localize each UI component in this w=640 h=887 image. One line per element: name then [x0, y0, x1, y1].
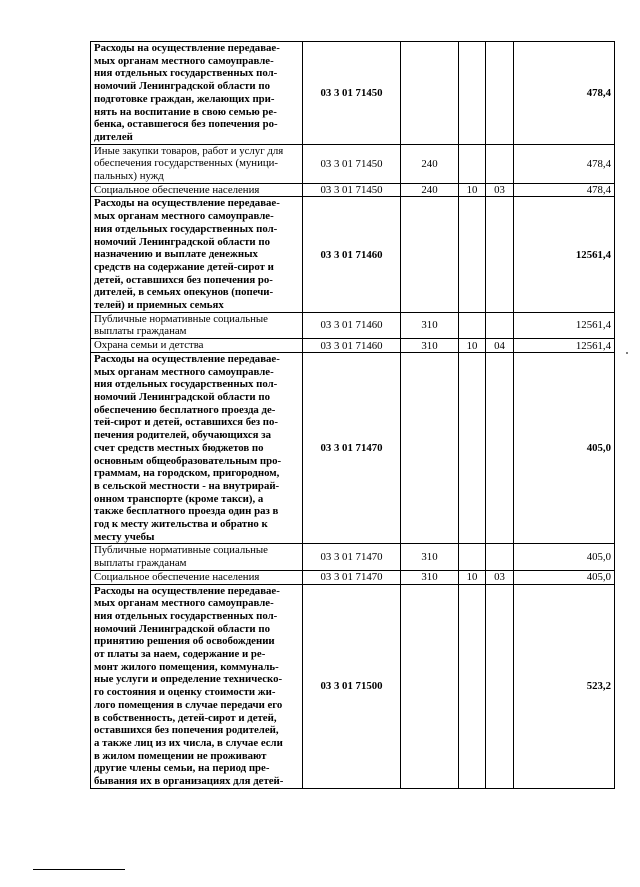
expense-type-cell: 310	[401, 544, 459, 570]
section-cell	[459, 197, 486, 312]
budget-table	[90, 41, 615, 789]
expense-name-cell	[91, 339, 303, 353]
subsection-cell	[486, 197, 514, 312]
expense-name-line: ния отдельных государственных пол-	[94, 609, 278, 622]
target-article-cell: 03 3 01 71470	[303, 544, 401, 570]
expense-type-cell: 310	[401, 339, 459, 353]
section-cell	[459, 144, 486, 183]
amount-cell: 478,4	[514, 183, 615, 197]
expense-name-line: пальных) нужд	[94, 170, 164, 183]
expense-name-line: в сельской местности - на внутрирай-	[94, 479, 280, 492]
expense-name-line: обеспечения государственных (муници-	[94, 157, 279, 170]
table-row	[91, 42, 615, 145]
expense-name-cell	[91, 584, 303, 788]
expense-name-line: Расходы на осуществление передавае-	[94, 42, 280, 54]
expense-name-line: подготовке граждан, желающих при-	[94, 92, 275, 105]
expense-name-line: номочий Ленинградской области по	[94, 390, 270, 403]
section-cell: 10	[459, 570, 486, 584]
expense-name-cell	[91, 144, 303, 183]
expense-name-line: телей) и приемных семьях	[94, 299, 224, 312]
expense-name-line: в собственность, детей-сирот и детей,	[94, 711, 277, 724]
expense-name-line: граммам, на городском, пригородном,	[94, 467, 280, 480]
expense-name-line: номочий Ленинградской области по	[94, 235, 270, 248]
expense-name-cell	[91, 42, 303, 145]
target-article-cell: 03 3 01 71460	[303, 312, 401, 338]
expense-name-line: бывания их в организациях для детей-	[94, 775, 284, 788]
expense-type-cell	[401, 197, 459, 312]
expense-name-line: нять на воспитание в свою семью ре-	[94, 105, 277, 118]
section-cell	[459, 42, 486, 145]
expense-name-line: а также лиц из их числа, в случае если	[94, 736, 283, 749]
target-article-cell: 03 3 01 71450	[303, 144, 401, 183]
table-row	[91, 197, 615, 312]
budget-table-body	[91, 42, 615, 789]
expense-name-line: бенка, оставшегося без попечения ро-	[94, 118, 278, 131]
expense-name-line: номочий Ленинградской области по	[94, 622, 270, 635]
amount-cell: 478,4	[514, 42, 615, 145]
table-row	[91, 144, 615, 183]
expense-name-line: печения родителей, обучающихся за	[94, 429, 271, 442]
expense-name-cell	[91, 197, 303, 312]
table-row	[91, 312, 615, 338]
subsection-cell	[486, 544, 514, 570]
expense-name-line: тей-сирот и детей, оставшихся без по-	[94, 416, 278, 429]
subsection-cell: 03	[486, 570, 514, 584]
table-row	[91, 339, 615, 353]
target-article-cell: 03 3 01 71450	[303, 183, 401, 197]
table-row	[91, 352, 615, 544]
expense-name-line: год к месту жительства и обратно к	[94, 518, 268, 531]
target-article-cell: 03 3 01 71450	[303, 42, 401, 145]
expense-name-line: Расходы на осуществление передавае-	[94, 352, 280, 365]
expense-name-line: выплаты гражданам	[94, 325, 187, 338]
table-row	[91, 544, 615, 570]
expense-name-line: Расходы на осуществление передавае-	[94, 584, 280, 597]
subsection-cell	[486, 312, 514, 338]
expense-name-line: средств на содержание детей-сирот и	[94, 260, 274, 273]
amount-cell: 405,0	[514, 544, 615, 570]
section-cell	[459, 352, 486, 544]
amount-cell: 12561,4	[514, 339, 615, 353]
expense-name-line: ные услуги и определение техническо-	[94, 673, 283, 686]
expense-name-line: Социальное обеспечение населения	[94, 183, 260, 196]
margin-mark	[626, 352, 628, 354]
expense-name-line: дителей	[94, 130, 133, 143]
expense-name-cell	[91, 544, 303, 570]
expense-name-line: номочий Ленинградской области по	[94, 80, 270, 93]
expense-name-line: мых органам местного самоуправле-	[94, 210, 274, 223]
section-cell	[459, 544, 486, 570]
amount-cell: 405,0	[514, 570, 615, 584]
expense-name-cell	[91, 352, 303, 544]
expense-name-line: принятию решения об освобождении	[94, 635, 275, 648]
expense-name-line: выплаты гражданам	[94, 557, 187, 570]
footnote-rule	[33, 869, 125, 870]
expense-name-line: Публичные нормативные социальные	[94, 544, 268, 557]
section-cell	[459, 584, 486, 788]
table-row	[91, 570, 615, 584]
expense-name-line: мых органам местного самоуправле-	[94, 365, 274, 378]
expense-type-cell: 240	[401, 183, 459, 197]
expense-name-line: в жилом помещении не проживают	[94, 749, 267, 762]
subsection-cell: 04	[486, 339, 514, 353]
expense-name-line: назначению и выплате денежных	[94, 248, 258, 261]
section-cell	[459, 312, 486, 338]
expense-name-line: дителей, в семьях опекунов (попечи-	[94, 286, 274, 299]
amount-cell: 12561,4	[514, 197, 615, 312]
amount-cell: 12561,4	[514, 312, 615, 338]
expense-name-line: счет средств местных бюджетов по	[94, 441, 264, 454]
expense-name-cell	[91, 570, 303, 584]
expense-name-line: го состояния и оценку стоимости жи-	[94, 686, 276, 699]
target-article-cell: 03 3 01 71500	[303, 584, 401, 788]
expense-name-cell	[91, 183, 303, 197]
target-article-cell: 03 3 01 71470	[303, 352, 401, 544]
target-article-cell: 03 3 01 71470	[303, 570, 401, 584]
subsection-cell: 03	[486, 183, 514, 197]
subsection-cell	[486, 42, 514, 145]
target-article-cell: 03 3 01 71460	[303, 339, 401, 353]
expense-name-line: лого помещения в случае передачи его	[94, 698, 283, 711]
expense-name-line: Охрана семьи и детства	[94, 339, 204, 352]
expense-type-cell	[401, 584, 459, 788]
expense-name-line: мых органам местного самоуправле-	[94, 597, 274, 610]
expense-name-line: Расходы на осуществление передавае-	[94, 197, 280, 210]
table-row	[91, 183, 615, 197]
expense-name-line: мых органам местного самоуправле-	[94, 54, 274, 67]
expense-type-cell	[401, 352, 459, 544]
subsection-cell	[486, 144, 514, 183]
expense-name-line: месту учебы	[94, 530, 155, 543]
expense-name-line: обеспечению бесплатного проезда де-	[94, 403, 276, 416]
expense-name-line: Иные закупки товаров, работ и услуг для	[94, 144, 284, 157]
amount-cell: 405,0	[514, 352, 615, 544]
expense-name-line: ния отдельных государственных пол-	[94, 67, 278, 80]
expense-name-line: основным общеобразовательным про-	[94, 454, 282, 467]
expense-type-cell: 240	[401, 144, 459, 183]
expense-name-line: онном транспорте (кроме такси), а	[94, 492, 264, 505]
expense-name-line: оставшихся без попечения родителей,	[94, 724, 279, 737]
expense-name-cell	[91, 312, 303, 338]
subsection-cell	[486, 584, 514, 788]
expense-name-line: от платы за наем, содержание и ре-	[94, 648, 266, 661]
section-cell: 10	[459, 183, 486, 197]
expense-name-line: другие члены семьи, на период пре-	[94, 762, 270, 775]
amount-cell: 478,4	[514, 144, 615, 183]
section-cell: 10	[459, 339, 486, 353]
expense-name-line: детей, оставшихся без попечения ро-	[94, 273, 273, 286]
expense-name-line: ния отдельных государственных пол-	[94, 222, 278, 235]
expense-name-line: монт жилого помещения, коммуналь-	[94, 660, 279, 673]
expense-type-cell	[401, 42, 459, 145]
amount-cell: 523,2	[514, 584, 615, 788]
target-article-cell: 03 3 01 71460	[303, 197, 401, 312]
expense-name-line: Социальное обеспечение населения	[94, 570, 260, 583]
expense-name-line: также бесплатного проезда один раз в	[94, 505, 279, 518]
expense-name-line: Публичные нормативные социальные	[94, 312, 268, 325]
expense-type-cell: 310	[401, 312, 459, 338]
expense-type-cell: 310	[401, 570, 459, 584]
expense-name-line: ния отдельных государственных пол-	[94, 378, 278, 391]
table-row	[91, 584, 615, 788]
subsection-cell	[486, 352, 514, 544]
